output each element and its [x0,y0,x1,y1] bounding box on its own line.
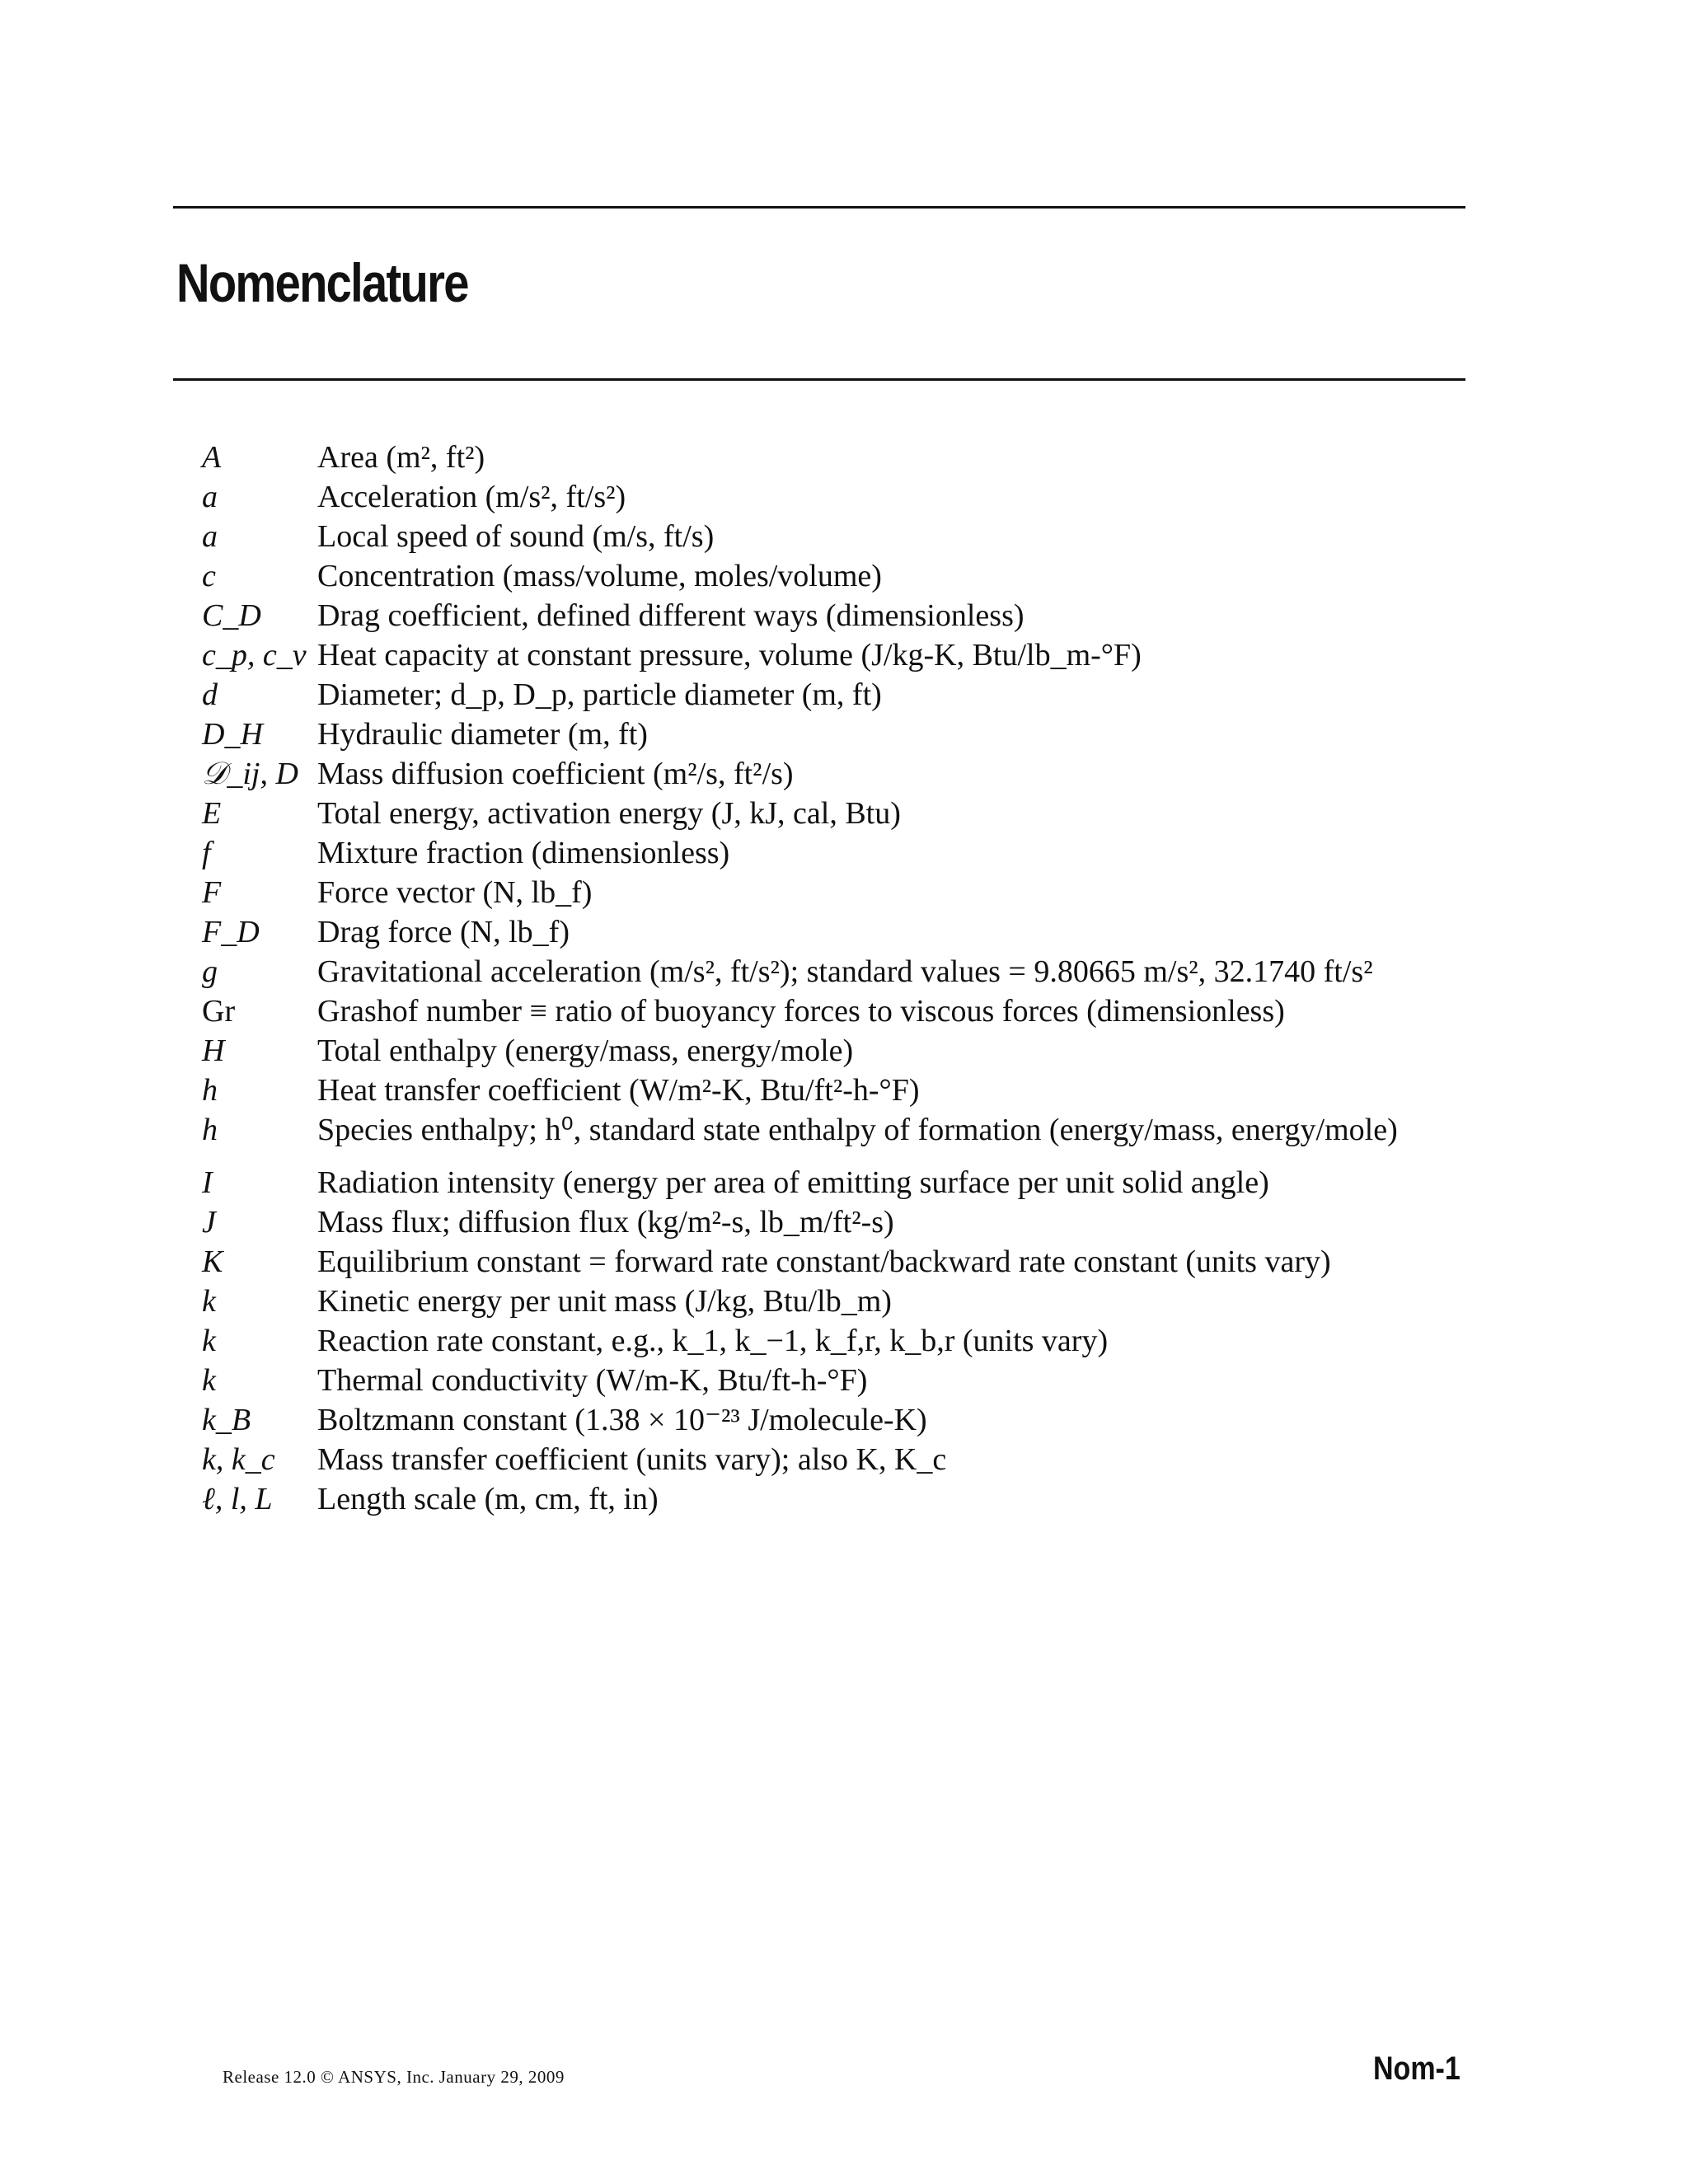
header-rule-bottom [173,378,1465,381]
entry-symbol: I [202,1165,213,1200]
nomenclature-entry [202,715,1521,754]
entry-symbol: a⃗ [202,480,242,514]
entry-symbol: D_H [202,717,263,752]
entry-symbol: E [202,796,222,831]
nomenclature-entry [202,596,1521,635]
entry-description: Heat capacity at constant pressure, volume (J/kg-K, Btu/lb_m-°F) [317,638,1142,673]
entry-description: Mixture fraction (dimensionless) [317,836,730,870]
nomenclature-entry [202,1110,1521,1150]
entry-symbol: d [202,677,218,712]
entry-symbol: k [202,1363,216,1398]
entry-symbol: k [202,1284,216,1319]
nomenclature-list [202,438,1521,1519]
nomenclature-entry [202,556,1521,596]
entry-description: Concentration (mass/volume, moles/volume) [317,559,882,593]
entry-description: Drag force (N, lb_f) [317,915,570,949]
entry-description: Drag coefficient, defined different ways (dimensionless) [317,598,1025,633]
entry-symbol: f [202,836,211,870]
entry-symbol: k [202,1324,216,1358]
nomenclature-entry [202,873,1521,912]
nomenclature-entry [202,438,1521,477]
nomenclature-entry [202,1242,1521,1282]
entry-symbol: c_p, c_v [202,638,307,673]
entry-description: Heat transfer coefficient (W/m²-K, Btu/ft²-h-°F) [317,1073,920,1108]
entry-description: Diameter; d_p, D_p, particle diameter (m, ft) [317,677,882,712]
entry-description: Gravitational acceleration (m/s², ft/s²); standard values = 9.80665 m/s², 32.1740 ft/s² [317,954,1373,989]
entry-symbol: C_D [202,598,261,633]
entry-symbol: H [202,1033,225,1068]
entry-symbol: h [202,1113,218,1147]
entry-symbol: ℓ, l, L [202,1482,273,1516]
nomenclature-entry [202,833,1521,873]
nomenclature-entry [202,794,1521,833]
entry-description: Boltzmann constant (1.38 × 10⁻²³ J/molecule-K) [317,1403,927,1437]
nomenclature-entry [202,1163,1521,1202]
nomenclature-entry [202,1361,1521,1400]
entry-symbol: Gr [202,994,236,1029]
entry-description: Reaction rate constant, e.g., k_1, k_−1, k_f,r, k_b,r (units vary) [317,1324,1109,1358]
entry-description: Thermal conductivity (W/m-K, Btu/ft-h-°F) [317,1363,868,1398]
nomenclature-entry [202,1282,1521,1321]
entry-description: Total energy, activation energy (J, kJ, cal, Btu) [317,796,901,831]
entry-symbol: F_D [202,915,260,949]
entry-description: Acceleration (m/s², ft/s²) [317,480,626,514]
entry-symbol: k_B [202,1403,251,1437]
nomenclature-entry [202,1400,1521,1440]
nomenclature-entry [202,1479,1521,1519]
nomenclature-entry [202,754,1521,794]
page-number: Nom-1 [1373,2050,1461,2087]
nomenclature-entry [202,635,1521,675]
entry-description: Length scale (m, cm, ft, in) [317,1482,659,1516]
nomenclature-entry [202,912,1521,952]
entry-symbol: K [202,1244,223,1279]
entry-symbol: A [202,440,222,475]
nomenclature-entry [202,991,1521,1031]
page-title: Nomenclature [176,252,468,313]
entry-symbol: k, k_c [202,1442,275,1477]
entry-description: Hydraulic diameter (m, ft) [317,717,648,752]
entry-description: Species enthalpy; h⁰, standard state enthalpy of formation (energy/mass, energy/mole) [317,1113,1398,1147]
footer-release-info: Release 12.0 © ANSYS, Inc. January 29, 2009 [223,2067,565,2087]
nomenclature-entry [202,1202,1521,1242]
entry-description: Mass flux; diffusion flux (kg/m²-s, lb_m/ft²-s) [317,1205,894,1240]
entry-symbol: J [202,1205,216,1240]
nomenclature-entry [202,1440,1521,1479]
entry-symbol: c [202,559,216,593]
entry-description: Mass diffusion coefficient (m²/s, ft²/s) [317,757,794,791]
entry-symbol: a [202,519,218,554]
entry-description: Total enthalpy (energy/mass, energy/mole) [317,1033,854,1068]
entry-symbol: F⃗ [202,875,246,910]
entry-symbol: g⃗ [202,954,242,989]
nomenclature-entry [202,1071,1521,1110]
nomenclature-entry [202,675,1521,715]
entry-description: Area (m², ft²) [317,440,485,475]
entry-description: Equilibrium constant = forward rate constant/backward rate constant (units vary) [317,1244,1331,1279]
entry-description: Mass transfer coefficient (units vary); also K, K_c [317,1442,947,1477]
entry-symbol: 𝒟_ij, D [202,757,298,791]
entry-symbol: h [202,1073,218,1108]
entry-description: Kinetic energy per unit mass (J/kg, Btu/lb_m) [317,1284,892,1319]
header-rule-top [173,206,1465,209]
nomenclature-entry [202,477,1521,517]
nomenclature-entry [202,952,1521,991]
entry-description: Force vector (N, lb_f) [317,875,593,910]
nomenclature-entry [202,517,1521,556]
nomenclature-entry [202,1031,1521,1071]
entry-description: Local speed of sound (m/s, ft/s) [317,519,715,554]
entry-description: Radiation intensity (energy per area of emitting surface per unit solid angle) [317,1165,1269,1200]
entry-description: Grashof number ≡ ratio of buoyancy forces to viscous forces (dimensionless) [317,994,1285,1029]
nomenclature-entry [202,1321,1521,1361]
